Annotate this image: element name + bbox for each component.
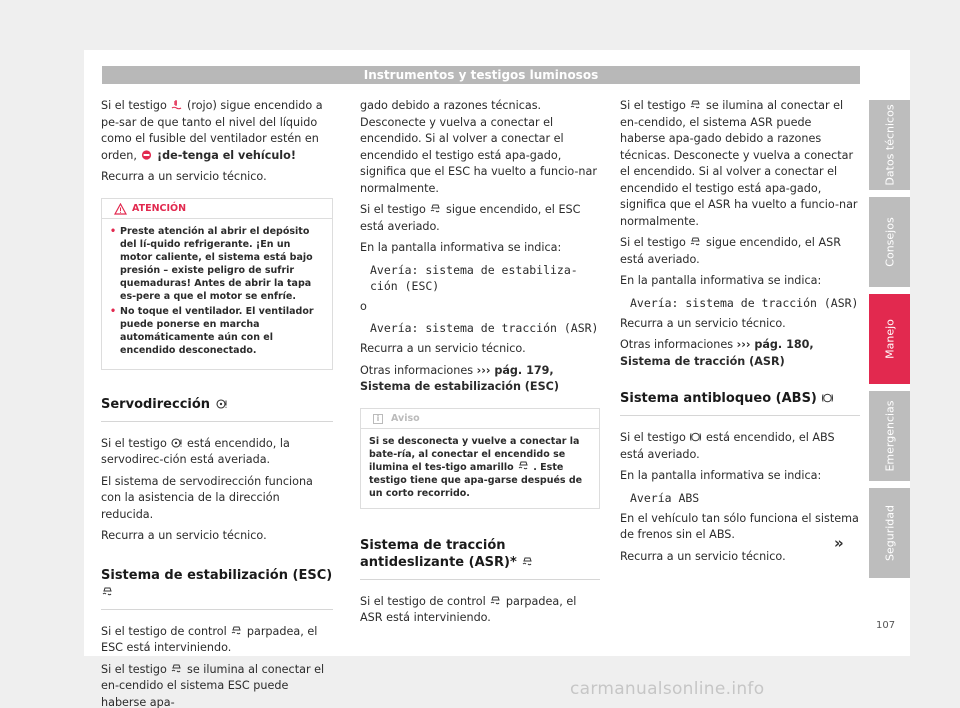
info-icon: i: [373, 414, 383, 424]
abs-icon: [690, 432, 701, 442]
coolant-warning-icon: [171, 100, 182, 110]
display-message: Avería: sistema de tracción (ASR): [370, 321, 599, 335]
section-header: Instrumentos y testigos luminosos: [102, 66, 860, 84]
skid-car-icon: [102, 587, 113, 597]
page-number: 107: [876, 620, 896, 631]
asr-heading: Sistema de tracción antideslizante (ASR)*: [360, 537, 600, 580]
abs-heading: Sistema antibloqueo (ABS): [620, 390, 860, 416]
skid-car-icon: [690, 100, 701, 110]
note-body: Si se desconecta y vuelve a conectar la bate-ría, al conectar el encendido se ilumina el tes-tigo amarillo . Este testigo tiene que apa-garse después de un corto recorrido.: [369, 435, 583, 499]
tab-datos-tecnicos[interactable]: Datos técnicos: [869, 100, 910, 190]
tab-manejo[interactable]: Manejo: [869, 294, 910, 384]
tab-seguridad[interactable]: Seguridad: [869, 488, 910, 578]
stop-icon: [141, 150, 152, 160]
skid-car-icon: [231, 626, 242, 636]
warning-box: [101, 198, 333, 370]
column-1: Si el testigo (rojo) sigue encendido a pe-sar de que tanto el nivel del líquido como el fusible del ventilador estén en orden, ¡de-tenga el vehículo! Recurra a un servicio técnico. ATENCIÓN • Preste atención al abrir el depósito del lí-quido refrigerante. ¡En un motor caliente, el sistema está bajo presión – existe peligro de sufrir quemaduras! Antes de abrir la tapa es-pere a que el motor se enfríe. • No toque el ventilador. El ventilador puede ponerse en marcha automáticamente aún con el encendido desconectado. Servodirección Si el testigo está encendido, la servodirec-ción está averiada. El sistema de servodirección funciona con la asistencia de la dirección reducida. Recurra a un servicio técnico. Sistema de estabilización (ESC) Si el testigo de control parpadea, el ESC está interviniendo. Si el testigo se ilumina al conectar el en-cendido el sistema ESC puede haberse apa-: [101, 98, 333, 708]
skid-car-icon: [430, 204, 441, 214]
abs-icon: [822, 393, 833, 403]
steering-warning-icon: [216, 399, 227, 409]
watermark: carmanualsonline.info: [570, 679, 765, 699]
esc-heading: Sistema de estabilización (ESC): [101, 567, 333, 610]
tab-consejos[interactable]: Consejos: [869, 197, 910, 287]
warning-item: • No toque el ventilador. El ventilador puede ponerse en marcha automáticamente aún con el encendido desconectado.: [110, 305, 324, 357]
skid-car-icon: [690, 237, 701, 247]
column-3: Si el testigo se ilumina al conectar el en-cendido, el sistema ASR puede haberse apa-gado debido a razones técnicas. Desconecte y vuelva a conectar el encendido. Si al volver a conectar el encendido el testigo está apa-gado, significa que el ASR ha vuelto a funcio-nar normalmente. Si el testigo sigue encendido, el ASR está averiado. En la pantalla informativa se indica: Avería: sistema de tracción (ASR) Recurra a un servicio técnico. Otras informaciones ››› pág. 180, Sistema de tracción (ASR) Sistema antibloqueo (ABS) Si el testigo está encendido, el ABS está averiado. En la pantalla informativa se indica: Avería ABS En el vehículo tan sólo funciona el sistema de frenos sin el ABS. Recurra a un servicio técnico.: [620, 99, 859, 563]
warning-header: ATENCIÓN: [102, 199, 332, 219]
display-message: Avería: sistema de estabiliza-ción (ESC): [370, 262, 578, 293]
skid-car-icon: [522, 557, 533, 567]
servo-heading: Servodirección: [101, 396, 333, 422]
warning-triangle-icon: [114, 203, 127, 215]
steering-warning-icon: [171, 438, 182, 448]
display-message: Avería: sistema de tracción (ASR): [630, 295, 859, 310]
cross-reference-link[interactable]: ››› pág. 180, Sistema de tracción (ASR): [620, 338, 814, 368]
coolant-paragraph: Si el testigo (rojo) sigue encendido a pe-sar de que tanto el nivel del líquido como el fusible del ventilador estén en orden, ¡de-tenga el vehículo!: [101, 99, 323, 162]
service-text: Recurra a un servicio técnico.: [101, 170, 267, 183]
warning-body: [102, 219, 332, 369]
column-2: gado debido a razones técnicas. Desconecte y vuelva a conectar el encendido. Si al volver a conectar el encendido el testigo está apa-gado, significa que el ESC ha vuelto a funcio-nar normalmente. Si el testigo sigue encendido, el ESC está averiado. En la pantalla informativa se indica: Avería: sistema de estabiliza-ción (ESC) o Avería: sistema de tracción (ASR) Recurra a un servicio técnico. Otras informaciones ››› pág. 179, Sistema de estabilización (ESC) i Aviso Si se desconecta y vuelve a conectar la bate-ría, al conectar el encendido se ilumina el tes-tigo amarillo . Este testigo tiene que apa-garse después de un corto recorrido. Sistema de tracción antideslizante (ASR)* Si el testigo de control parpadea, el ASR está interviniendo.: [360, 99, 599, 624]
tab-emergencias[interactable]: Emergencias: [869, 391, 910, 481]
skid-car-icon: [171, 664, 182, 674]
display-message: Avería ABS: [630, 490, 700, 505]
warning-item: • Preste atención al abrir el depósito del lí-quido refrigerante. ¡En un motor caliente, el sistema está bajo presión – existe peligro de sufrir quemaduras! Antes de abrir la tapa es-pere a que el motor se enfríe.: [110, 225, 324, 303]
note-header: i Aviso: [361, 409, 599, 429]
cross-reference-link[interactable]: ››› pág. 179, Sistema de estabilización (ESC): [360, 363, 559, 393]
skid-car-icon: [518, 461, 529, 471]
continue-arrow: »: [834, 534, 844, 552]
note-box: [360, 408, 600, 509]
skid-car-icon: [490, 596, 501, 606]
